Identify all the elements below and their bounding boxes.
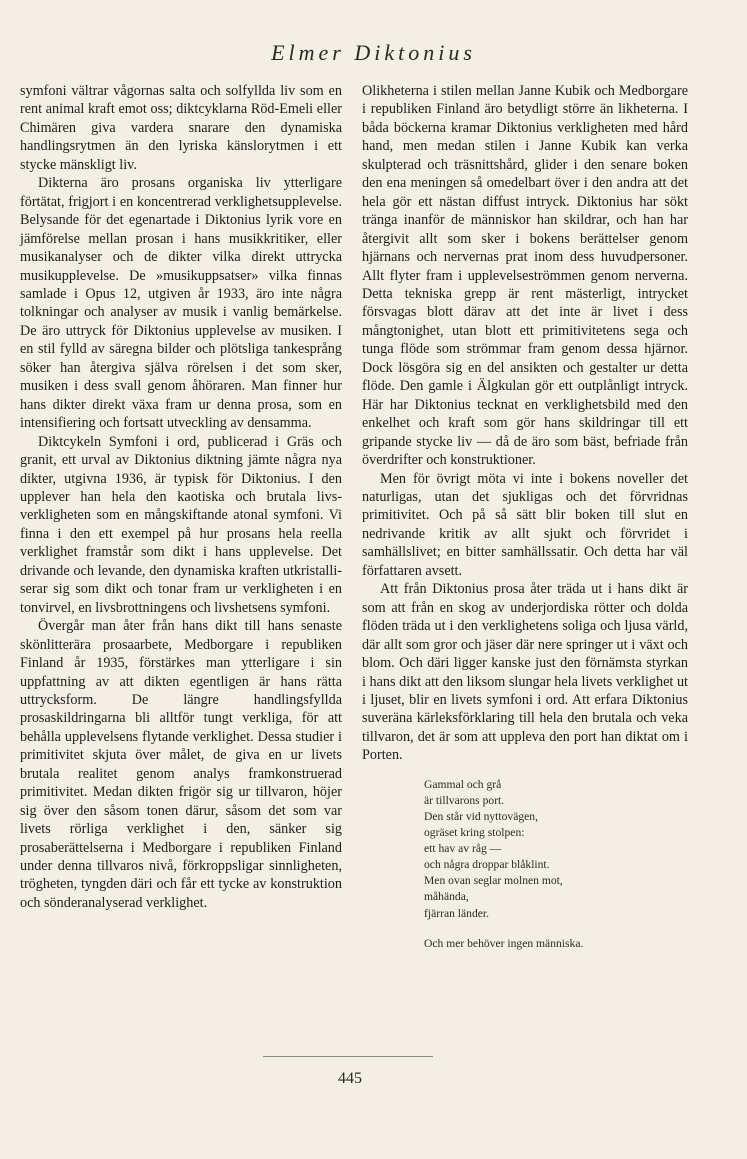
footer-rule bbox=[263, 1056, 433, 1057]
poem-quote bbox=[424, 777, 688, 952]
running-header: Elmer Diktonius bbox=[271, 40, 476, 65]
poem-line: Men ovan seglar molnen mot, bbox=[424, 874, 563, 888]
poem-line: är tillvarons port. bbox=[424, 793, 505, 807]
poem-line: fjärran länder. bbox=[424, 906, 490, 920]
left-column bbox=[20, 82, 342, 912]
paragraph: symfoni vältrar vågornas salta och solfyllda liv som en rent animal kraft emot oss; diktcyklarna Röd-Emeli eller Chimären giva vardera snarare den dynamiska handlingsrytmen än den lyriska känslorytmen i ett stycke mänskligt liv. bbox=[20, 83, 342, 173]
poem-line: och några droppar blåklint. bbox=[424, 858, 550, 872]
paragraph: Att från Diktonius prosa åter träda ut i hans dikt är som att från en skog av underjordiska rötter och dolda flöden träda ut i den verklighetens soliga och ljusa värld, där allt som gror och jäser där nere springer ut i växt och blom. Och däri ligger kanske just den förnämsta styrkan i hans dikt att den liksom slungar hela livets verklighet ut i ljuset, blir en livets symfoni i ord. Att erfara Diktonius suveräna kärleksförklaring till hela den brutala och veka tillvaron, det är som att uppleva den port han diktat om i Porten. bbox=[362, 581, 688, 764]
paragraph: Olikheterna i stilen mellan Janne Kubik och Medborgare i republiken Finland äro betydligt större än likheterna. I båda böckerna kramar Diktonius verkligheten med hård hand, men medan stilen i Janne Kubik kan verka skulpterad och träsnittshård, glider i den senare boken den ena meningen så omedelbart över i den andra att det hela gör ett nästan diffust intryck. Diktonius har sökt tränga inanför de människor han skildrar, och han har återgivit allt som sker i bokens berättelser genom hjärnans och nervernas prat inom dess huvudpersoner. Allt flyter fram i upplevelseströmmen genom nerverna. Detta tekniska grepp är rent mästerligt, intrycket försvagas blott därav att det inte är livet i dess mångtonighet, utan blott ett primitivitetens sega och tunga flöde som strömmar fram genom dessa hjärnor. Dock lösgöra sig en del ansikten och gestalter ur detta flöde. Den gamle i Älgkulan gör ett outplånligt intryck. Här har Diktonius tecknat en verklighetsbild med den enkelhet och kraft som gör hans skildringar till ett gripande stycke liv — då de äro som bäst, befriade från överdrifter och konstruktioner. bbox=[362, 83, 688, 469]
paragraph: Diktcykeln Symfoni i ord, publicerad i Gräs och granit, ett urval av Diktonius diktning jämte några nya dikter, utgivna 1936, är typisk för Diktonius. I den upplever han hela den kaotiska och brutala livsverkligheten som en mångskiftande atonal symfoni. Vi finna i den ett exempel på hur prosans hela reella verklighet framstår som dikt i hans upplevelse. Det drivande och levande, den dynamiska kraften utkristalliserar sig som dikt och tonar fram ur verkligheten i en tonvirvel, en livsbrottningens och livshetsens symfoni. bbox=[20, 433, 342, 616]
poem-line: ett hav av råg — bbox=[424, 842, 502, 856]
paragraph: Övergår man åter från hans dikt till hans senaste skönlitterära prosaarbete, Medborgare i republiken Finland år 1935, förstärkes man ytterligare i sin uppfattning av att dikten egentligen är hans rätta uttrycksform. De längre handlingsfyllda prosaskildringarna bli alltför tungt verkliga, för att behålla upplevelsens flytande verklighet. Dessa studier i primitivitet skjuta över målet, de giva en ur livets brutala realitet genom analys framkonstruerad primitivitet. Medan dikten frigör sig ur tillvaron, höjer sig över den såsom tonen därur, såsom det som var livets rörliga verklighet i den, sänker sig prosaberättelserna i Medborgare i republiken Finland under denna tillvaros nivå, förkroppsligar sinnligheten, trögheten, tyngden däri och får ett tycke av konstruktion och sönderanalyserad verklighet. bbox=[20, 618, 342, 911]
right-column bbox=[362, 82, 688, 952]
poem-line: ogräset kring stolpen: bbox=[424, 826, 525, 840]
poem-closing-line: Och mer behöver ingen människa. bbox=[424, 936, 584, 950]
page-number: 445 bbox=[338, 1070, 362, 1087]
poem-line: Den står vid nyttovägen, bbox=[424, 809, 538, 823]
paragraph: Dikterna äro prosans organiska liv ytterligare förtätat, frigjort i en koncentrerad verklighetsupplevelse. Belysande för det egenartade i Diktonius lyrik vore en jämförelse mellan prosan i hans musikkritiker, eller musikanalyser och de dikter vilka direkt uttrycka musikupplevelse. De »musikuppsatser» vilka finnas samlade i Opus 12, utgiven år 1933, äro inte några tolkningar och analyser av musik i vanlig bemärkelse. De äro uttryck för Diktonius upplevelse av musiken. I en stil fylld av säregna bilder och plötsliga tankesprång söker han återgiva själva rörelsen i det som sker, musiken i dess svall genom åhöraren. Man finner hur hans dikter direkt växa fram ur denna prosa, som en intensifiering och fortsatt utveckling av densamma. bbox=[20, 175, 342, 432]
paragraph: Men för övrigt möta vi inte i bokens noveller det naturligas, utan det sjukligas och det förvridnas primitivitet. Och på så sätt blir boken till slut en nedrivande kritik av allt sjukt och förvridet i samhällslivet; en bitter samhällssatir. Och detta har väl författaren avsett. bbox=[362, 470, 688, 579]
poem-line: måhända, bbox=[424, 890, 469, 904]
poem-line: Gammal och grå bbox=[424, 777, 502, 791]
